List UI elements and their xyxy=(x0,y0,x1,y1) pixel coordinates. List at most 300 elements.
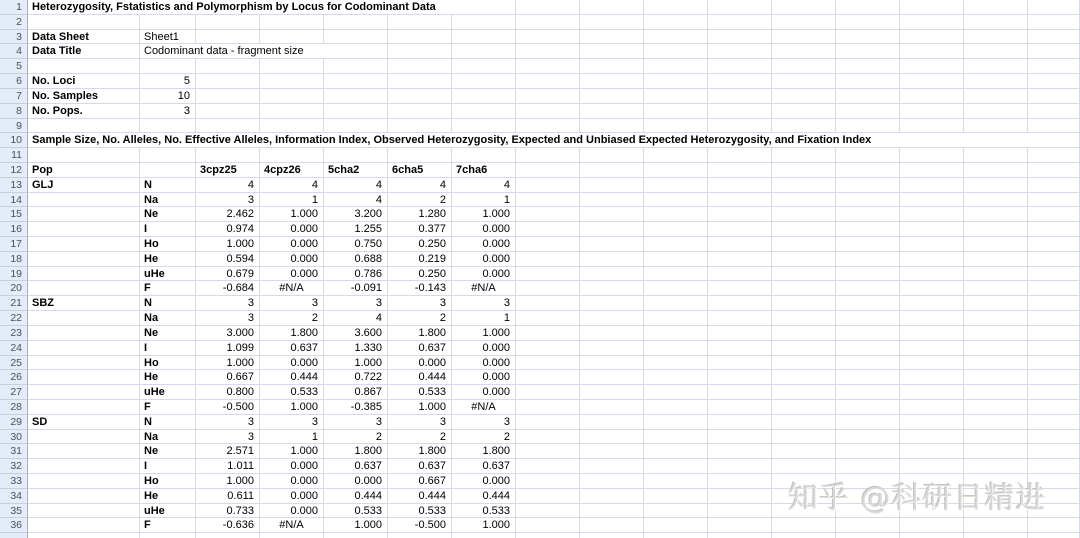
cell-L20[interactable] xyxy=(772,281,836,296)
cell-M13[interactable] xyxy=(836,178,900,193)
population-name[interactable]: SBZ xyxy=(28,296,140,311)
cell-O7[interactable] xyxy=(964,89,1028,104)
cell-K13[interactable] xyxy=(708,178,772,193)
cell-N19[interactable] xyxy=(900,267,964,282)
cell-P33[interactable] xyxy=(1028,474,1080,489)
no-samples-value[interactable]: 10 xyxy=(140,89,196,104)
stat-value[interactable]: 0.444 xyxy=(260,370,324,385)
cell-A5[interactable] xyxy=(28,59,140,74)
cell-A28[interactable] xyxy=(28,400,140,415)
row-header-37[interactable] xyxy=(0,533,28,538)
cell-A30[interactable] xyxy=(28,430,140,445)
cell-C37[interactable] xyxy=(196,533,260,538)
stat-value[interactable]: 1.099 xyxy=(196,341,260,356)
stat-label[interactable]: I xyxy=(140,222,196,237)
cell-I18[interactable] xyxy=(580,252,644,267)
report-title[interactable]: Heterozygosity, Fstatistics and Polymorphism by Locus for Codominant Data xyxy=(28,0,516,15)
cell-L6[interactable] xyxy=(772,74,836,89)
stat-label[interactable]: uHe xyxy=(140,267,196,282)
stat-value[interactable]: 0.533 xyxy=(388,504,452,519)
cell-H6[interactable] xyxy=(516,74,580,89)
stat-value[interactable]: 0.000 xyxy=(260,474,324,489)
stat-label[interactable]: N xyxy=(140,296,196,311)
cell-J17[interactable] xyxy=(644,237,708,252)
stat-value[interactable]: 0.000 xyxy=(452,222,516,237)
cell-J2[interactable] xyxy=(644,15,708,30)
row-header-24[interactable]: 24 xyxy=(0,341,28,356)
stat-value[interactable]: 4 xyxy=(196,178,260,193)
cell-M8[interactable] xyxy=(836,104,900,119)
stat-value[interactable]: 1.000 xyxy=(196,356,260,371)
cell-F3[interactable] xyxy=(388,30,452,45)
stat-value[interactable]: #N/A xyxy=(260,281,324,296)
data-title-label[interactable]: Data Title xyxy=(28,44,140,59)
no-samples-label[interactable]: No. Samples xyxy=(28,89,140,104)
stat-value[interactable]: 1.000 xyxy=(260,207,324,222)
stat-value[interactable]: 0.733 xyxy=(196,504,260,519)
cell-H20[interactable] xyxy=(516,281,580,296)
cell-N22[interactable] xyxy=(900,311,964,326)
cell-P7[interactable] xyxy=(1028,89,1080,104)
cell-H4[interactable] xyxy=(516,44,580,59)
cell-M32[interactable] xyxy=(836,459,900,474)
cell-O3[interactable] xyxy=(964,30,1028,45)
cell-J5[interactable] xyxy=(644,59,708,74)
cell-N4[interactable] xyxy=(900,44,964,59)
stat-value[interactable]: 1.330 xyxy=(324,341,388,356)
cell-I11[interactable] xyxy=(580,148,644,163)
cell-J14[interactable] xyxy=(644,193,708,208)
cell-A22[interactable] xyxy=(28,311,140,326)
row-header-10[interactable]: 10 xyxy=(0,133,28,148)
stat-label[interactable]: Ho xyxy=(140,356,196,371)
cell-J25[interactable] xyxy=(644,356,708,371)
cell-J3[interactable] xyxy=(644,30,708,45)
cell-I4[interactable] xyxy=(580,44,644,59)
cell-P28[interactable] xyxy=(1028,400,1080,415)
row-header-13[interactable]: 13 xyxy=(0,178,28,193)
cell-I6[interactable] xyxy=(580,74,644,89)
cell-L11[interactable] xyxy=(772,148,836,163)
cell-A35[interactable] xyxy=(28,504,140,519)
cell-F9[interactable] xyxy=(388,119,452,134)
cell-I14[interactable] xyxy=(580,193,644,208)
cell-P9[interactable] xyxy=(1028,119,1080,134)
cell-O9[interactable] xyxy=(964,119,1028,134)
stat-value[interactable]: 2 xyxy=(324,430,388,445)
cell-G37[interactable] xyxy=(452,533,516,538)
cell-M19[interactable] xyxy=(836,267,900,282)
stat-label[interactable]: I xyxy=(140,341,196,356)
stat-label[interactable]: F xyxy=(140,281,196,296)
cell-P23[interactable] xyxy=(1028,326,1080,341)
cell-J23[interactable] xyxy=(644,326,708,341)
cell-G5[interactable] xyxy=(452,59,516,74)
row-header-34[interactable]: 34 xyxy=(0,489,28,504)
stat-value[interactable]: 0.867 xyxy=(324,385,388,400)
cell-H14[interactable] xyxy=(516,193,580,208)
cell-A11[interactable] xyxy=(28,148,140,163)
cell-M6[interactable] xyxy=(836,74,900,89)
cell-C7[interactable] xyxy=(196,89,260,104)
row-header-25[interactable]: 25 xyxy=(0,356,28,371)
cell-G4[interactable] xyxy=(452,44,516,59)
cell-L29[interactable] xyxy=(772,415,836,430)
cell-B9[interactable] xyxy=(140,119,196,134)
cell-P14[interactable] xyxy=(1028,193,1080,208)
cell-K9[interactable] xyxy=(708,119,772,134)
cell-A32[interactable] xyxy=(28,459,140,474)
stat-value[interactable]: 3 xyxy=(196,430,260,445)
cell-A25[interactable] xyxy=(28,356,140,371)
cell-N12[interactable] xyxy=(900,163,964,178)
stat-value[interactable]: 3 xyxy=(324,296,388,311)
cell-L28[interactable] xyxy=(772,400,836,415)
cell-M35[interactable] xyxy=(836,504,900,519)
cell-N9[interactable] xyxy=(900,119,964,134)
row-header-12[interactable]: 12 xyxy=(0,163,28,178)
cell-P20[interactable] xyxy=(1028,281,1080,296)
stat-value[interactable]: 0.667 xyxy=(196,370,260,385)
row-header-27[interactable]: 27 xyxy=(0,385,28,400)
row-header-5[interactable]: 5 xyxy=(0,59,28,74)
stat-value[interactable]: 0.000 xyxy=(452,356,516,371)
cell-A23[interactable] xyxy=(28,326,140,341)
cell-M26[interactable] xyxy=(836,370,900,385)
stat-value[interactable]: 1.000 xyxy=(452,326,516,341)
cell-O17[interactable] xyxy=(964,237,1028,252)
cell-K7[interactable] xyxy=(708,89,772,104)
cell-H28[interactable] xyxy=(516,400,580,415)
cell-E9[interactable] xyxy=(324,119,388,134)
cell-K19[interactable] xyxy=(708,267,772,282)
cell-I22[interactable] xyxy=(580,311,644,326)
locus-header[interactable]: 7cha6 xyxy=(452,163,516,178)
cell-O37[interactable] xyxy=(964,533,1028,538)
cell-L24[interactable] xyxy=(772,341,836,356)
stat-value[interactable]: 0.000 xyxy=(260,267,324,282)
cell-H37[interactable] xyxy=(516,533,580,538)
cell-L23[interactable] xyxy=(772,326,836,341)
stat-label[interactable]: He xyxy=(140,370,196,385)
cell-L22[interactable] xyxy=(772,311,836,326)
cell-C8[interactable] xyxy=(196,104,260,119)
cell-I36[interactable] xyxy=(580,518,644,533)
cell-K27[interactable] xyxy=(708,385,772,400)
cell-O14[interactable] xyxy=(964,193,1028,208)
row-header-14[interactable]: 14 xyxy=(0,193,28,208)
row-header-36[interactable]: 36 xyxy=(0,518,28,533)
stat-value[interactable]: 0.000 xyxy=(260,459,324,474)
cell-M4[interactable] xyxy=(836,44,900,59)
cell-O16[interactable] xyxy=(964,222,1028,237)
cell-N30[interactable] xyxy=(900,430,964,445)
cell-H5[interactable] xyxy=(516,59,580,74)
cell-I25[interactable] xyxy=(580,356,644,371)
cell-J37[interactable] xyxy=(644,533,708,538)
cell-K8[interactable] xyxy=(708,104,772,119)
pop-column-header[interactable]: Pop xyxy=(28,163,140,178)
cell-J22[interactable] xyxy=(644,311,708,326)
cell-E7[interactable] xyxy=(324,89,388,104)
cell-I34[interactable] xyxy=(580,489,644,504)
stat-label[interactable]: uHe xyxy=(140,504,196,519)
stat-value[interactable]: 0.611 xyxy=(196,489,260,504)
cell-N21[interactable] xyxy=(900,296,964,311)
stat-label[interactable]: N xyxy=(140,415,196,430)
stat-value[interactable]: 1.800 xyxy=(388,444,452,459)
stat-value[interactable]: 4 xyxy=(324,193,388,208)
cell-H30[interactable] xyxy=(516,430,580,445)
cell-H13[interactable] xyxy=(516,178,580,193)
locus-header[interactable]: 3cpz25 xyxy=(196,163,260,178)
cell-M3[interactable] xyxy=(836,30,900,45)
cell-I3[interactable] xyxy=(580,30,644,45)
cell-F8[interactable] xyxy=(388,104,452,119)
stat-value[interactable]: 3.000 xyxy=(196,326,260,341)
cell-A15[interactable] xyxy=(28,207,140,222)
cell-J6[interactable] xyxy=(644,74,708,89)
stat-value[interactable]: 3 xyxy=(260,415,324,430)
cell-P37[interactable] xyxy=(1028,533,1080,538)
row-header-32[interactable]: 32 xyxy=(0,459,28,474)
row-header-17[interactable]: 17 xyxy=(0,237,28,252)
stat-value[interactable]: 0.750 xyxy=(324,237,388,252)
stat-value[interactable]: 1 xyxy=(452,311,516,326)
cell-D8[interactable] xyxy=(260,104,324,119)
cell-P18[interactable] xyxy=(1028,252,1080,267)
stat-value[interactable]: 0.786 xyxy=(324,267,388,282)
cell-K16[interactable] xyxy=(708,222,772,237)
cell-I2[interactable] xyxy=(580,15,644,30)
row-header-29[interactable]: 29 xyxy=(0,415,28,430)
cell-N25[interactable] xyxy=(900,356,964,371)
cell-E2[interactable] xyxy=(324,15,388,30)
row-header-4[interactable]: 4 xyxy=(0,44,28,59)
stat-value[interactable]: 3 xyxy=(452,415,516,430)
cell-P30[interactable] xyxy=(1028,430,1080,445)
stat-value[interactable]: 0.000 xyxy=(452,252,516,267)
cell-O19[interactable] xyxy=(964,267,1028,282)
stat-value[interactable]: 1.000 xyxy=(196,474,260,489)
stat-value[interactable]: 0.800 xyxy=(196,385,260,400)
cell-P6[interactable] xyxy=(1028,74,1080,89)
stat-value[interactable]: 0.444 xyxy=(388,370,452,385)
cell-J19[interactable] xyxy=(644,267,708,282)
cell-N20[interactable] xyxy=(900,281,964,296)
row-header-9[interactable]: 9 xyxy=(0,119,28,134)
cell-P8[interactable] xyxy=(1028,104,1080,119)
stat-value[interactable]: 1.000 xyxy=(452,518,516,533)
cell-E11[interactable] xyxy=(324,148,388,163)
stat-value[interactable]: 0.250 xyxy=(388,267,452,282)
stat-value[interactable]: 0.000 xyxy=(260,237,324,252)
row-header-7[interactable]: 7 xyxy=(0,89,28,104)
cell-O12[interactable] xyxy=(964,163,1028,178)
cell-H8[interactable] xyxy=(516,104,580,119)
cell-N27[interactable] xyxy=(900,385,964,400)
cell-F37[interactable] xyxy=(388,533,452,538)
stat-value[interactable]: 0.444 xyxy=(452,489,516,504)
cell-K32[interactable] xyxy=(708,459,772,474)
stat-label[interactable]: Na xyxy=(140,193,196,208)
cell-J36[interactable] xyxy=(644,518,708,533)
cell-D5[interactable] xyxy=(260,59,324,74)
row-header-6[interactable]: 6 xyxy=(0,74,28,89)
cell-M18[interactable] xyxy=(836,252,900,267)
stat-value[interactable]: -0.091 xyxy=(324,281,388,296)
cell-K12[interactable] xyxy=(708,163,772,178)
stat-value[interactable]: 1.800 xyxy=(260,326,324,341)
cell-O21[interactable] xyxy=(964,296,1028,311)
cell-P21[interactable] xyxy=(1028,296,1080,311)
cell-H22[interactable] xyxy=(516,311,580,326)
row-header-35[interactable]: 35 xyxy=(0,504,28,519)
cell-M27[interactable] xyxy=(836,385,900,400)
cell-N36[interactable] xyxy=(900,518,964,533)
cell-P4[interactable] xyxy=(1028,44,1080,59)
cell-I7[interactable] xyxy=(580,89,644,104)
population-name[interactable]: GLJ xyxy=(28,178,140,193)
no-loci-value[interactable]: 5 xyxy=(140,74,196,89)
cell-O1[interactable] xyxy=(964,0,1028,15)
cell-H34[interactable] xyxy=(516,489,580,504)
cell-M11[interactable] xyxy=(836,148,900,163)
cell-D7[interactable] xyxy=(260,89,324,104)
cell-L8[interactable] xyxy=(772,104,836,119)
cell-P32[interactable] xyxy=(1028,459,1080,474)
cell-K30[interactable] xyxy=(708,430,772,445)
cell-O32[interactable] xyxy=(964,459,1028,474)
no-loci-label[interactable]: No. Loci xyxy=(28,74,140,89)
cell-A24[interactable] xyxy=(28,341,140,356)
stat-value[interactable]: 0.000 xyxy=(452,474,516,489)
cell-F6[interactable] xyxy=(388,74,452,89)
cell-H36[interactable] xyxy=(516,518,580,533)
cell-I15[interactable] xyxy=(580,207,644,222)
cell-B37[interactable] xyxy=(140,533,196,538)
cell-N2[interactable] xyxy=(900,15,964,30)
stat-label[interactable]: I xyxy=(140,459,196,474)
row-header-28[interactable]: 28 xyxy=(0,400,28,415)
cell-N15[interactable] xyxy=(900,207,964,222)
stat-value[interactable]: 0.974 xyxy=(196,222,260,237)
stat-value[interactable]: -0.500 xyxy=(196,400,260,415)
cell-C5[interactable] xyxy=(196,59,260,74)
cell-H35[interactable] xyxy=(516,504,580,519)
stat-label[interactable]: uHe xyxy=(140,385,196,400)
cell-C6[interactable] xyxy=(196,74,260,89)
cell-C3[interactable] xyxy=(196,30,260,45)
cell-I31[interactable] xyxy=(580,444,644,459)
cell-N5[interactable] xyxy=(900,59,964,74)
cell-I28[interactable] xyxy=(580,400,644,415)
stat-value[interactable]: 0.000 xyxy=(260,489,324,504)
cell-A27[interactable] xyxy=(28,385,140,400)
cell-C2[interactable] xyxy=(196,15,260,30)
stat-value[interactable]: 0.000 xyxy=(452,385,516,400)
cell-H25[interactable] xyxy=(516,356,580,371)
cell-K36[interactable] xyxy=(708,518,772,533)
cell-L36[interactable] xyxy=(772,518,836,533)
stat-value[interactable]: 2 xyxy=(260,311,324,326)
no-pops-value[interactable]: 3 xyxy=(140,104,196,119)
stat-value[interactable]: 0.667 xyxy=(388,474,452,489)
stat-value[interactable]: -0.636 xyxy=(196,518,260,533)
cell-K23[interactable] xyxy=(708,326,772,341)
cell-I19[interactable] xyxy=(580,267,644,282)
section-heading[interactable]: Sample Size, No. Alleles, No. Effective Alleles, Information Index, Observed Heterozygosity, Expected and Unbiased Expected Heterozygosity, and Fixation Index xyxy=(28,133,1080,148)
cell-M14[interactable] xyxy=(836,193,900,208)
stat-value[interactable]: 0.637 xyxy=(324,459,388,474)
cell-H23[interactable] xyxy=(516,326,580,341)
cell-M22[interactable] xyxy=(836,311,900,326)
cell-N16[interactable] xyxy=(900,222,964,237)
cell-L7[interactable] xyxy=(772,89,836,104)
cell-O34[interactable] xyxy=(964,489,1028,504)
cell-D2[interactable] xyxy=(260,15,324,30)
cell-J33[interactable] xyxy=(644,474,708,489)
cell-N18[interactable] xyxy=(900,252,964,267)
cell-M9[interactable] xyxy=(836,119,900,134)
cell-M36[interactable] xyxy=(836,518,900,533)
cell-P2[interactable] xyxy=(1028,15,1080,30)
stat-value[interactable]: 1.280 xyxy=(388,207,452,222)
cell-J32[interactable] xyxy=(644,459,708,474)
cell-I29[interactable] xyxy=(580,415,644,430)
cell-M25[interactable] xyxy=(836,356,900,371)
cell-K6[interactable] xyxy=(708,74,772,89)
row-header-30[interactable]: 30 xyxy=(0,430,28,445)
cell-L16[interactable] xyxy=(772,222,836,237)
cell-H15[interactable] xyxy=(516,207,580,222)
cell-P25[interactable] xyxy=(1028,356,1080,371)
cell-J34[interactable] xyxy=(644,489,708,504)
cell-L30[interactable] xyxy=(772,430,836,445)
cell-P15[interactable] xyxy=(1028,207,1080,222)
cell-K3[interactable] xyxy=(708,30,772,45)
cell-J18[interactable] xyxy=(644,252,708,267)
cell-N33[interactable] xyxy=(900,474,964,489)
row-header-1[interactable]: 1 xyxy=(0,0,28,15)
cell-N26[interactable] xyxy=(900,370,964,385)
cell-O2[interactable] xyxy=(964,15,1028,30)
locus-header[interactable]: 4cpz26 xyxy=(260,163,324,178)
row-header-22[interactable]: 22 xyxy=(0,311,28,326)
cell-A20[interactable] xyxy=(28,281,140,296)
cell-P29[interactable] xyxy=(1028,415,1080,430)
cell-A2[interactable] xyxy=(28,15,140,30)
cell-J26[interactable] xyxy=(644,370,708,385)
stat-value[interactable]: 0.000 xyxy=(452,237,516,252)
cell-K21[interactable] xyxy=(708,296,772,311)
stat-value[interactable]: -0.500 xyxy=(388,518,452,533)
cell-M15[interactable] xyxy=(836,207,900,222)
stat-value[interactable]: 4 xyxy=(260,178,324,193)
cell-A26[interactable] xyxy=(28,370,140,385)
cell-P27[interactable] xyxy=(1028,385,1080,400)
cell-K22[interactable] xyxy=(708,311,772,326)
cell-K15[interactable] xyxy=(708,207,772,222)
row-header-31[interactable]: 31 xyxy=(0,444,28,459)
stat-label[interactable]: F xyxy=(140,400,196,415)
stat-label[interactable]: Ne xyxy=(140,207,196,222)
cell-H3[interactable] xyxy=(516,30,580,45)
cell-J16[interactable] xyxy=(644,222,708,237)
cell-M1[interactable] xyxy=(836,0,900,15)
row-header-16[interactable]: 16 xyxy=(0,222,28,237)
cell-N24[interactable] xyxy=(900,341,964,356)
